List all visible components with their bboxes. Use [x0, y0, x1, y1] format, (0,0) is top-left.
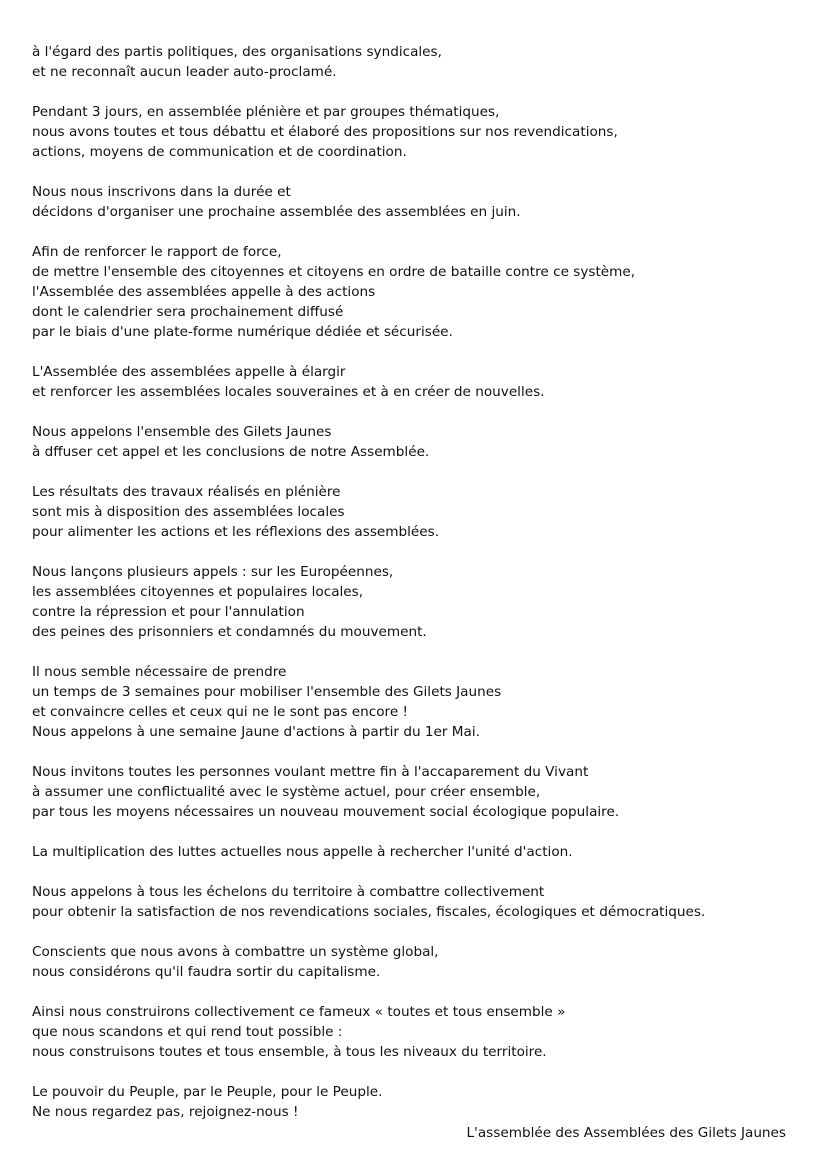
- paragraph: [32, 182, 802, 222]
- text-line: des peines des prisonniers et condamnés du mouvement.: [32, 624, 427, 640]
- text-line: L'Assemblée des assemblées appelle à élargir: [32, 364, 346, 380]
- text-line: Nous appelons à une semaine Jaune d'actions à partir du 1er Mai.: [32, 724, 480, 740]
- text-line: décidons d'organiser une prochaine assemblée des assemblées en juin.: [32, 204, 521, 220]
- text-line: à l'égard des partis politiques, des organisations syndicales,: [32, 44, 442, 60]
- paragraph: [32, 1002, 802, 1062]
- paragraph: [32, 942, 802, 982]
- text-line: par tous les moyens nécessaires un nouveau mouvement social écologique populaire.: [32, 804, 620, 820]
- paragraph: [32, 882, 802, 922]
- text-line: et ne reconnaît aucun leader auto-proclamé.: [32, 64, 337, 80]
- paragraph: [32, 762, 802, 822]
- text-line: Afin de renforcer le rapport de force,: [32, 244, 282, 260]
- text-line: Conscients que nous avons à combattre un système global,: [32, 944, 439, 960]
- text-line: Pendant 3 jours, en assemblée plénière et par groupes thématiques,: [32, 104, 500, 120]
- paragraph: [32, 562, 802, 642]
- text-line: Nous lançons plusieurs appels : sur les Européennes,: [32, 564, 394, 580]
- text-line: les assemblées citoyennes et populaires locales,: [32, 584, 364, 600]
- text-line: un temps de 3 semaines pour mobiliser l'ensemble des Gilets Jaunes: [32, 684, 502, 700]
- text-line: nous construisons toutes et tous ensemble, à tous les niveaux du territoire.: [32, 1044, 547, 1060]
- text-line: sont mis à disposition des assemblées locales: [32, 504, 345, 520]
- text-line: pour alimenter les actions et les réflexions des assemblées.: [32, 524, 440, 540]
- text-line: contre la répression et pour l'annulation: [32, 604, 305, 620]
- text-line: par le biais d'une plate-forme numérique dédiée et sécurisée.: [32, 324, 453, 340]
- text-line: pour obtenir la satisfaction de nos revendications sociales, fiscales, écologiques et démocratiques.: [32, 904, 706, 920]
- paragraph: [32, 482, 802, 542]
- text-line: Nous appelons l'ensemble des Gilets Jaunes: [32, 424, 332, 440]
- text-line: La multiplication des luttes actuelles nous appelle à rechercher l'unité d'action.: [32, 844, 573, 860]
- text-line: nous considérons qu'il faudra sortir du capitalisme.: [32, 964, 381, 980]
- text-line: Il nous semble nécessaire de prendre: [32, 664, 287, 680]
- paragraph: [32, 422, 802, 462]
- text-line: que nous scandons et qui rend tout possible :: [32, 1024, 343, 1040]
- text-line: Ne nous regardez pas, rejoignez-nous !: [32, 1104, 299, 1120]
- paragraph: [32, 1082, 802, 1122]
- text-line: et convaincre celles et ceux qui ne le sont pas encore !: [32, 704, 408, 720]
- text-line: Le pouvoir du Peuple, par le Peuple, pour le Peuple.: [32, 1084, 383, 1100]
- paragraph: [32, 102, 802, 162]
- text-line: nous avons toutes et tous débattu et élaboré des propositions sur nos revendications,: [32, 124, 618, 140]
- text-line: l'Assemblée des assemblées appelle à des actions: [32, 284, 376, 300]
- text-line: de mettre l'ensemble des citoyennes et citoyens en ordre de bataille contre ce système,: [32, 264, 636, 280]
- paragraph: [32, 242, 802, 342]
- text-line: à assumer une conflictualité avec le système actuel, pour créer ensemble,: [32, 784, 541, 800]
- text-line: Nous invitons toutes les personnes voulant mettre fin à l'accaparement du Vivant: [32, 764, 589, 780]
- document-body: [32, 42, 802, 1122]
- text-line: Les résultats des travaux réalisés en plénière: [32, 484, 341, 500]
- paragraph: [32, 42, 802, 82]
- paragraph: [32, 362, 802, 402]
- text-line: à dffuser cet appel et les conclusions de notre Assemblée.: [32, 444, 430, 460]
- text-line: Ainsi nous construirons collectivement ce fameux « toutes et tous ensemble »: [32, 1004, 566, 1020]
- text-line: Nous appelons à tous les échelons du territoire à combattre collectivement: [32, 884, 545, 900]
- text-line: dont le calendrier sera prochainement diffusé: [32, 304, 344, 320]
- paragraph: [32, 662, 802, 742]
- text-line: actions, moyens de communication et de coordination.: [32, 144, 407, 160]
- signature: L'assemblée des Assemblées des Gilets Jaunes: [466, 1125, 786, 1141]
- text-line: Nous nous inscrivons dans la durée et: [32, 184, 291, 200]
- paragraph: [32, 842, 802, 862]
- text-line: et renforcer les assemblées locales souveraines et à en créer de nouvelles.: [32, 384, 545, 400]
